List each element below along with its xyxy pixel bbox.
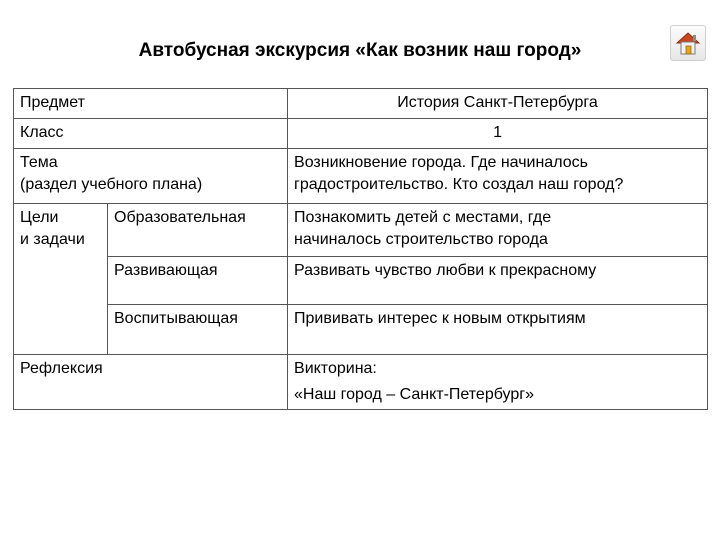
subject-label-cell — [14, 89, 288, 119]
topic-label-line-1: Тема — [20, 154, 58, 171]
goal-type-cell — [108, 204, 288, 257]
goal-text-upbringing: Прививать интерес к новым открытиям — [294, 310, 586, 327]
goal-type-cell — [108, 257, 288, 305]
goal-text-developing: Развивать чувство любви к прекрасному — [294, 262, 597, 279]
goal-type-educational: Образовательная — [114, 209, 246, 226]
lesson-plan-table — [13, 88, 708, 410]
subject-value: История Санкт-Петербурга — [397, 94, 598, 111]
goal-text-cell — [288, 305, 708, 355]
topic-value-cell — [288, 149, 708, 204]
subject-value-cell — [288, 89, 708, 119]
table-row — [14, 305, 708, 355]
goal-type-cell — [108, 305, 288, 355]
reflection-value-cell — [288, 355, 708, 410]
table-row — [14, 204, 708, 257]
class-value: 1 — [493, 124, 502, 141]
reflection-value-line-2: «Наш город – Санкт-Петербург» — [294, 386, 534, 403]
goal-text-cell — [288, 257, 708, 305]
topic-label-cell — [14, 149, 288, 204]
class-label-cell — [14, 119, 288, 149]
topic-value-line-1: Возникновение города. Где начиналось — [294, 154, 588, 171]
goal-text-cell — [288, 204, 708, 257]
table-row — [14, 355, 708, 410]
table-row — [14, 119, 708, 149]
goal-text-educational-line-1: Познакомить детей с местами, где — [294, 209, 552, 226]
reflection-label-cell — [14, 355, 288, 410]
table-row — [14, 89, 708, 119]
class-label: Класс — [20, 124, 64, 141]
goal-type-upbringing: Воспитывающая — [114, 310, 238, 327]
slide-title: Автобусная экскурсия «Как возник наш город» — [138, 40, 582, 61]
class-value-cell — [288, 119, 708, 149]
goals-label-line-2: и задачи — [20, 231, 85, 248]
goal-type-developing: Развивающая — [114, 262, 218, 279]
table-row — [14, 257, 708, 305]
subject-label: Предмет — [20, 94, 85, 111]
topic-value-line-2: градостроительство. Кто создал наш город? — [294, 176, 624, 193]
goals-label-cell — [14, 204, 108, 355]
goal-text-educational-line-2: начиналось строительство города — [294, 231, 548, 248]
reflection-label: Рефлексия — [20, 360, 103, 377]
reflection-value-line-1: Викторина: — [294, 360, 377, 377]
table-row — [14, 149, 708, 204]
home-icon — [671, 26, 705, 60]
topic-label-line-2: (раздел учебного плана) — [20, 176, 203, 193]
goals-label-line-1: Цели — [20, 209, 59, 226]
home-button[interactable] — [670, 25, 706, 61]
